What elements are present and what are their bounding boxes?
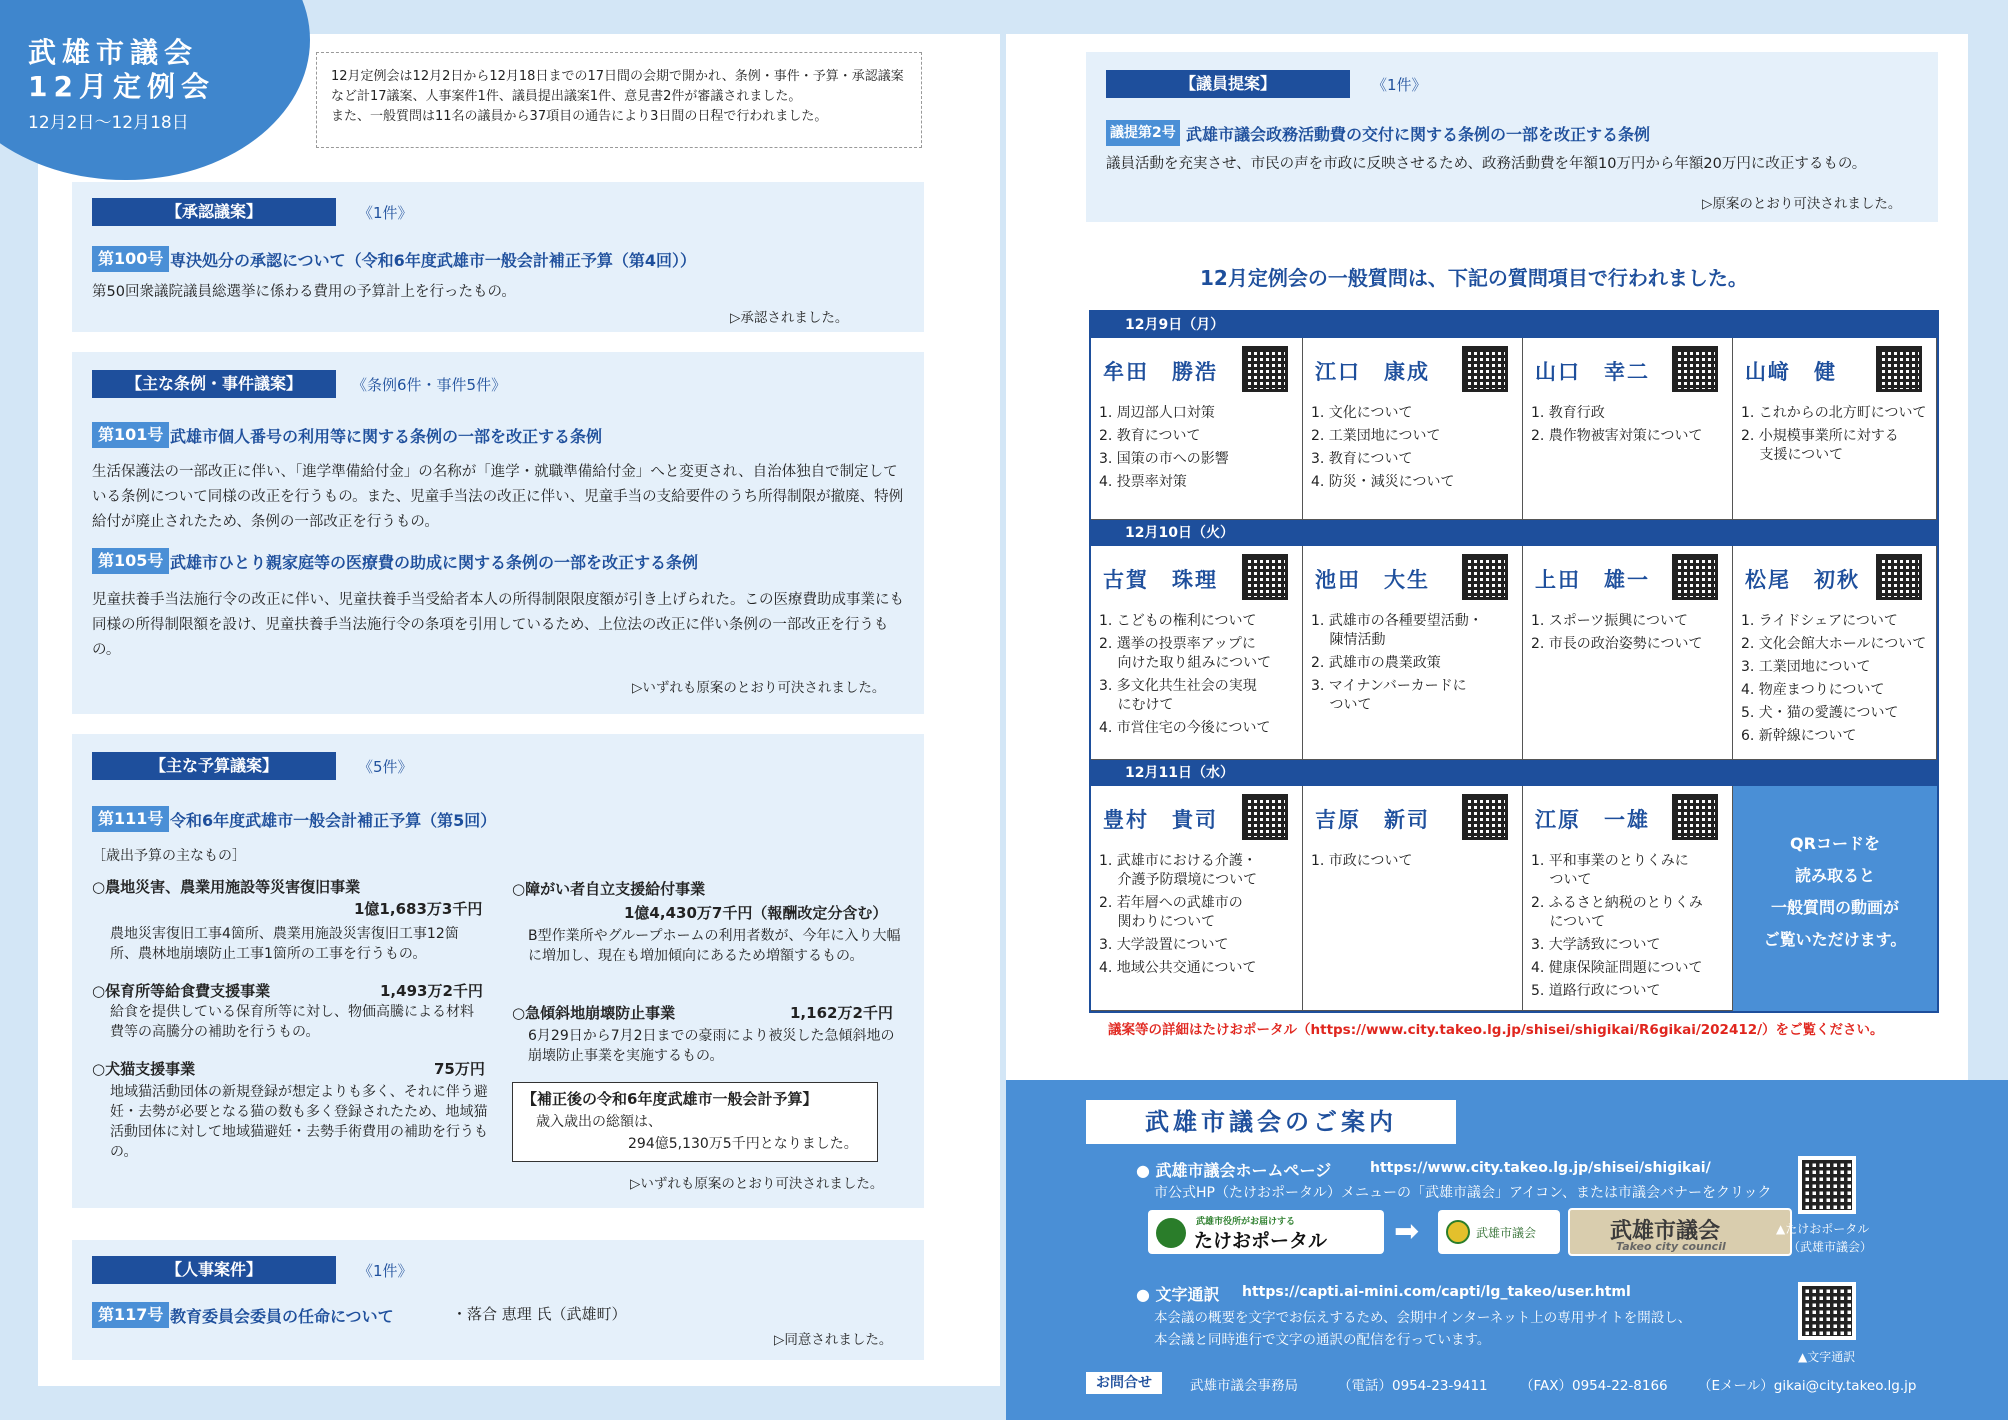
- budget-item-amount: 1,493万2千円: [380, 982, 483, 1000]
- member-cell: [1303, 786, 1523, 1011]
- question-item: 3. 大学設置について: [1099, 937, 1229, 953]
- question-item: 4. 投票率対策: [1099, 474, 1187, 490]
- question-item: 3. 教育について: [1311, 451, 1413, 467]
- portal-qr-code[interactable]: [1798, 1156, 1856, 1214]
- budget-count: 《5件》: [358, 758, 413, 776]
- question-list: [1531, 852, 1726, 1005]
- bill-title: 教育委員会委員の任命について: [170, 1307, 394, 1326]
- summary-line2: 294億5,130万5千円となりました。: [628, 1136, 858, 1152]
- member-name: 江口 康成: [1315, 360, 1430, 384]
- member-cell: [1091, 546, 1303, 760]
- banner-text: たけおポータル: [1194, 1230, 1328, 1252]
- question-item: 1. スポーツ振興について: [1531, 613, 1688, 629]
- video-qr-code[interactable]: [1242, 554, 1288, 600]
- captioning-url[interactable]: https://capti.ai-mini.com/capti/lg_takeo/user.html: [1242, 1284, 1631, 1300]
- question-list: [1099, 404, 1296, 496]
- summary-title: 【補正後の令和6年度武雄市一般会計予算】: [522, 1090, 818, 1108]
- qr-note-line: 読み取ると: [1794, 866, 1875, 885]
- question-list: [1741, 612, 1930, 750]
- approval-header: 【承認議案】: [92, 198, 336, 226]
- qr-note-line: ご覧いただけます。: [1763, 930, 1907, 949]
- budget-item-desc: 6月29日から7月2日までの豪雨により被災した急傾斜地の崩壊防止事業を実施するもの。: [528, 1028, 895, 1064]
- video-qr-code[interactable]: [1876, 554, 1922, 600]
- captioning-desc: 本会議と同時進行で文字の通訳の配信を行っています。: [1154, 1332, 1491, 1348]
- member-name: 上田 雄一: [1535, 568, 1650, 592]
- video-qr-code[interactable]: [1672, 346, 1718, 392]
- bill-title: 武雄市ひとり親家庭等の医療費の助成に関する条例の一部を改正する条例: [170, 553, 699, 572]
- session-dates: 12月2日〜12月18日: [28, 113, 189, 133]
- question-item: 3. 工業団地について: [1741, 659, 1871, 675]
- budget-item-desc: 給食を提供している保育所等に対し、物価高騰による材料費等の高騰分の補助を行うもの。: [110, 1004, 474, 1040]
- ordinance-count: 《条例6件・事件5件》: [352, 376, 507, 394]
- budget-item-name: ○急傾斜地崩壊防止事業: [512, 1004, 676, 1022]
- question-list: [1099, 852, 1296, 982]
- video-qr-code[interactable]: [1462, 346, 1508, 392]
- general-question-title: 12月定例会の一般質問は、下記の質問項目で行われました。: [1200, 266, 1748, 290]
- budget-item-name: ○障がい者自立支援給付事業: [512, 880, 706, 898]
- personnel-count: 《1件》: [358, 1262, 413, 1280]
- budget-item-name: ○犬猫支援事業: [92, 1060, 196, 1078]
- member-name: 松尾 初秋: [1745, 568, 1860, 592]
- member-name: 山口 幸二: [1535, 360, 1650, 384]
- office-name: 武雄市議会事務局: [1190, 1378, 1298, 1394]
- question-item: 1. 市政について: [1311, 853, 1413, 869]
- bill-description: 児童扶養手当法施行令の改正に伴い、児童扶養手当受給者本人の所得制限限度額が引き上げられた。この医療費助成事業にも同様の所得制限額を設け、児童扶養手当法施行令の条項を引用しているため、上位法の改正に伴い条例の一部改正を行うもの。: [92, 592, 904, 658]
- question-item: 4. 物産まつりについて: [1741, 682, 1885, 698]
- question-item: 5. 犬・猫の愛護について: [1741, 705, 1899, 721]
- question-item: 1. 教育行政: [1531, 405, 1605, 421]
- question-list: [1311, 852, 1516, 875]
- member-proposal-header: 【議員提案】: [1106, 70, 1350, 98]
- bill-number: 第111号: [92, 806, 169, 832]
- budget-header: 【主な予算議案】: [92, 752, 336, 780]
- member-cell: [1303, 338, 1523, 520]
- qr-note-line: 一般質問の動画が: [1770, 898, 1899, 917]
- question-item: 1. ライドシェアについて: [1741, 613, 1898, 629]
- question-item: 1. こどもの権利について: [1099, 613, 1257, 629]
- day-header: 12月9日（月）: [1091, 312, 1937, 338]
- council-banner[interactable]: [1568, 1208, 1792, 1256]
- contact-label: お問合せ: [1086, 1372, 1162, 1394]
- video-qr-code[interactable]: [1242, 346, 1288, 392]
- guide-title: 武雄市議会のご案内: [1086, 1100, 1456, 1144]
- video-qr-code[interactable]: [1242, 794, 1288, 840]
- question-item: 3. 大学誘致について: [1531, 937, 1661, 953]
- captioning-qr-code[interactable]: [1798, 1282, 1856, 1340]
- question-item: 2. 農作物被害対策について: [1531, 428, 1703, 444]
- bill-number: 第105号: [92, 548, 169, 574]
- email-address[interactable]: （Eメール）gikai@city.takeo.lg.jp: [1698, 1378, 1917, 1394]
- intro-box: [316, 52, 922, 148]
- captioning-label: ● 文字通訳: [1136, 1285, 1220, 1304]
- question-item: 5. 道路行政について: [1531, 983, 1661, 999]
- budget-item-amount: 1億1,683万3千円: [354, 900, 483, 918]
- question-item: 1. 武雄市における介護・ 介護予防環境について: [1099, 853, 1258, 888]
- member-name: 牟田 勝浩: [1103, 360, 1218, 384]
- bill-title: 専決処分の承認について（令和6年度武雄市一般会計補正予算（第4回））: [170, 251, 696, 270]
- question-list: [1311, 404, 1516, 496]
- question-item: 2. ふるさと納税のとりくみ について: [1531, 895, 1703, 930]
- session-title: [28, 36, 215, 133]
- video-qr-code[interactable]: [1672, 794, 1718, 840]
- bill-result: ▷承認されました。: [730, 310, 849, 326]
- fax-number: （FAX）0954-22-8166: [1520, 1378, 1668, 1394]
- detail-link-note[interactable]: 議案等の詳細はたけおポータル（https://www.city.takeo.lg.jp/shisei/shigikai/R6gikai/202412/）をご覧ください。: [1108, 1022, 1884, 1038]
- member-cell: [1303, 546, 1523, 760]
- homepage-label: ● 武雄市議会ホームページ: [1136, 1161, 1332, 1180]
- banner-small-text: 武雄市役所がお届けする: [1196, 1217, 1296, 1227]
- member-cell: [1523, 546, 1733, 760]
- question-item: 4. 防災・減災について: [1311, 474, 1455, 490]
- member-name: 豊村 貴司: [1103, 808, 1218, 832]
- bill-result: ▷同意されました。: [774, 1332, 893, 1348]
- bill-result: ▷いずれも原案のとおり可決されました。: [632, 680, 886, 696]
- question-item: 1. 平和事業のとりくみに ついて: [1531, 853, 1689, 888]
- summary-line1: 歳入歳出の総額は、: [536, 1114, 662, 1130]
- question-list: [1531, 404, 1726, 450]
- question-item: 1. 文化について: [1311, 405, 1413, 421]
- day-header: 12月11日（水）: [1091, 760, 1937, 786]
- banner-sub-text: Takeo city council: [1616, 1240, 1726, 1253]
- video-qr-code[interactable]: [1876, 346, 1922, 392]
- question-list: [1741, 404, 1930, 469]
- member-proposal-count: 《1件》: [1372, 76, 1427, 94]
- council-icon-banner[interactable]: [1438, 1210, 1560, 1254]
- question-list: [1099, 612, 1296, 742]
- phone-number: （電話）0954-23-9411: [1338, 1378, 1488, 1394]
- member-name: 江原 一雄: [1535, 808, 1650, 832]
- question-list: [1531, 612, 1726, 658]
- takeo-portal-banner[interactable]: [1148, 1210, 1384, 1254]
- arrow-icon: ➡: [1394, 1214, 1420, 1249]
- day-header: 12月10日（火）: [1091, 520, 1937, 546]
- budget-item-desc: B型作業所やグループホームの利用者数が、今年に入り大幅に増加し、現在も増加傾向にあるため増額するもの。: [528, 928, 901, 964]
- qr-caption: （武雄市議会）: [1788, 1240, 1873, 1254]
- question-item: 1. 武雄市の各種要望活動・ 陳情活動: [1311, 613, 1483, 648]
- homepage-desc: 市公式HP（たけおポータル）メニューの「武雄市議会」アイコン、または市議会バナーをクリック: [1154, 1185, 1772, 1201]
- portal-logo-icon: [1156, 1218, 1186, 1248]
- member-name: 池田 大生: [1315, 568, 1430, 592]
- ordinance-header: 【主な条例・事件議案】: [92, 370, 336, 398]
- member-cell: [1733, 338, 1937, 520]
- qr-info-box: [1733, 786, 1937, 1011]
- question-item: 2. 市長の政治姿勢について: [1531, 636, 1703, 652]
- qr-caption: ▲たけおポータル: [1776, 1222, 1870, 1236]
- bill-number: 議提第2号: [1106, 120, 1180, 146]
- question-item: 1. 周辺部人口対策: [1099, 405, 1215, 421]
- question-item: 2. 教育について: [1099, 428, 1201, 444]
- homepage-url[interactable]: https://www.city.takeo.lg.jp/shisei/shigikai/: [1370, 1160, 1711, 1176]
- captioning-desc: 本会議の概要を文字でお伝えするため、会期中インターネット上の専用サイトを開設し、: [1154, 1310, 1692, 1326]
- question-schedule: [1089, 310, 1939, 1013]
- bill-result: ▷原案のとおり可決されました。: [1702, 196, 1902, 212]
- budget-item-name: ○保育所等給食費支援事業: [92, 982, 271, 1000]
- bill-result: ▷いずれも原案のとおり可決されました。: [630, 1176, 884, 1192]
- member-cell: [1523, 786, 1733, 1011]
- bill-description: 生活保護法の一部改正に伴い、「進学準備給付金」の名称が「進学・就職準備給付金」へと変更され、自治体独自で制定している条例について同様の改正を行うもの。また、児童手当法の改正に伴い、児童手当の支給要件のうち所得制限が撤廃、特例給付が廃止されたため、条例の一部改正を行うもの。: [92, 464, 904, 530]
- question-item: 1. これからの北方町について: [1741, 405, 1927, 421]
- budget-item-name: ○農地災害、農業用施設等災害復旧事業: [92, 878, 361, 896]
- member-cell: [1523, 338, 1733, 520]
- qr-note-line: QRコードを: [1790, 834, 1880, 853]
- member-name: 吉原 新司: [1315, 808, 1430, 832]
- budget-item-desc: 地域猫活動団体の新規登録が想定よりも多く、それに伴う避妊・去勢が必要となる猫の数も多く登録されたため、地域猫活動団体に対して地域猫避妊・去勢手術費用の補助を行うもの。: [110, 1084, 488, 1160]
- bill-title: 武雄市個人番号の利用等に関する条例の一部を改正する条例: [170, 427, 603, 446]
- bill-title: 武雄市議会政務活動費の交付に関する条例の一部を改正する条例: [1186, 125, 1651, 144]
- bill-number: 第117号: [92, 1302, 169, 1328]
- appointee: ・落合 恵理 氏（武雄町）: [452, 1305, 627, 1323]
- question-item: 2. 選挙の投票率アップに 向けた取り組みについて: [1099, 636, 1272, 671]
- question-item: 4. 地域公共交通について: [1099, 960, 1257, 976]
- bill-description: 議員活動を充実させ、市民の声を市政に反映させるため、政務活動費を年額10万円から年額20万円に改正するもの。: [1106, 156, 1867, 172]
- budget-item-desc: 農地災害復旧工事4箇所、農業用施設災害復旧工事12箇所、農林地崩壊防止工事1箇所の工事を行うもの。: [110, 926, 459, 962]
- bill-number: 第100号: [92, 246, 169, 272]
- council-emblem-icon: [1446, 1220, 1470, 1244]
- question-item: 3. 多文化共生社会の実現 にむけて: [1099, 678, 1257, 713]
- question-item: 2. 小規模事業所に対する 支援について: [1741, 428, 1899, 463]
- budget-item-amount: 75万円: [434, 1060, 485, 1078]
- member-cell: [1733, 546, 1937, 760]
- question-item: 2. 工業団地について: [1311, 428, 1441, 444]
- bill-number: 第101号: [92, 422, 169, 448]
- member-name: 古賀 珠理: [1103, 568, 1218, 592]
- question-item: 3. 国策の市への影響: [1099, 451, 1229, 467]
- bill-title: 令和6年度武雄市一般会計補正予算（第5回）: [170, 811, 497, 830]
- question-item: 2. 武雄市の農業政策: [1311, 655, 1441, 671]
- banner-text: 武雄市議会: [1610, 1218, 1721, 1244]
- intro-text: 12月定例会は12月2日から12月18日までの17日間の会期で開かれ、条例・事件・予算・承認議案など計17議案、人事案件1件、議員提出議案1件、意見書2件が審議されました。 また、一般質問は11名の議員から37項目の通告により3日間の日程で行われました。: [331, 69, 904, 124]
- qr-caption: ▲文字通訳: [1798, 1350, 1856, 1364]
- video-qr-code[interactable]: [1672, 554, 1718, 600]
- question-list: [1311, 612, 1516, 719]
- budget-item-amount: 1,162万2千円: [790, 1004, 893, 1022]
- video-qr-code[interactable]: [1462, 794, 1508, 840]
- question-item: 6. 新幹線について: [1741, 728, 1857, 744]
- question-item: 4. 市営住宅の今後について: [1099, 720, 1271, 736]
- question-item: 4. 健康保険証問題について: [1531, 960, 1703, 976]
- approval-count: 《1件》: [358, 204, 413, 222]
- title-line1: 武雄市議会: [28, 36, 199, 69]
- guide-panel: [1006, 1080, 2008, 1420]
- video-qr-code[interactable]: [1462, 554, 1508, 600]
- member-cell: [1091, 786, 1303, 1011]
- question-item: 2. 若年層への武雄市の 関わりについて: [1099, 895, 1243, 930]
- member-cell: [1091, 338, 1303, 520]
- title-line2: 12月定例会: [28, 70, 215, 103]
- question-item: 2. 文化会館大ホールについて: [1741, 636, 1927, 652]
- personnel-header: 【人事案件】: [92, 1256, 336, 1284]
- member-name: 山﨑 健: [1745, 360, 1837, 384]
- bill-description: 第50回衆議院議員総選挙に係わる費用の予算計上を行ったもの。: [92, 284, 516, 300]
- budget-item-amount: 1億4,430万7千円（報酬改定分含む）: [624, 904, 888, 922]
- banner-text: 武雄市議会: [1476, 1226, 1537, 1240]
- budget-subheading: ［歳出予算の主なもの］: [92, 848, 246, 864]
- question-item: 3. マイナンバーカードに ついて: [1311, 678, 1467, 713]
